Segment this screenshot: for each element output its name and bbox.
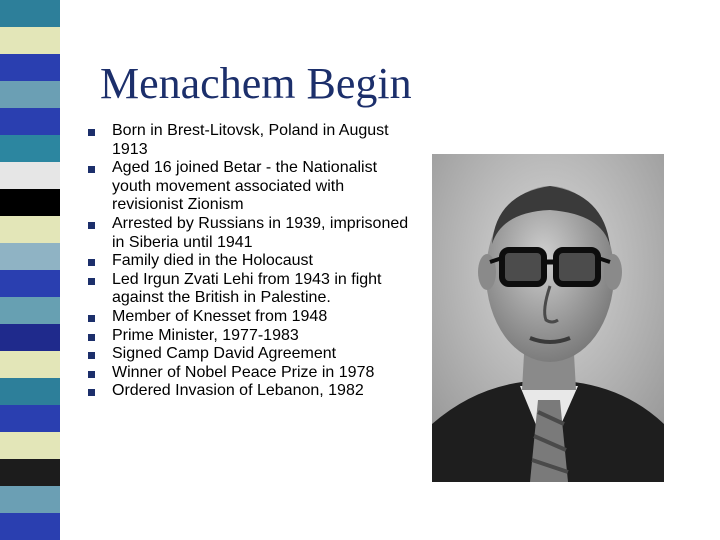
bullet-text: Family died in the Holocaust (112, 252, 313, 270)
portrait-photo (432, 154, 664, 482)
slide-title: Menachem Begin (100, 59, 412, 108)
stripe-segment (0, 243, 60, 270)
bullet-text: Prime Minister, 1977-1983 (112, 326, 299, 344)
bullet-text: Ordered Invasion of Lebanon, 1982 (112, 382, 364, 400)
stripe-segment (0, 297, 60, 324)
stripe-segment (0, 432, 60, 459)
stripe-segment (0, 513, 60, 540)
stripe-segment (0, 270, 60, 297)
bullet-text: Led Irgun Zvati Lehi from 1943 in fight against the British in Palestine. (112, 270, 382, 307)
bullet-item (86, 122, 416, 159)
stripe-segment (0, 54, 60, 81)
square-bullet-icon (88, 315, 95, 322)
bullet-item (86, 215, 416, 252)
bullet-text: Born in Brest-Litovsk, Poland in August 1913 (112, 122, 389, 158)
bullet-item (86, 159, 416, 215)
stripe-segment (0, 189, 60, 216)
stripe-segment (0, 135, 60, 162)
square-bullet-icon (88, 371, 95, 378)
bullet-text: Aged 16 joined Betar - the Nationalist youth movement associated with revisionist Zionism (112, 159, 378, 214)
square-bullet-icon (88, 352, 95, 359)
stripe-segment (0, 405, 60, 432)
portrait-illustration (432, 154, 664, 482)
stripe-segment (0, 0, 60, 27)
decorative-stripe-bar (0, 0, 60, 540)
bullet-item (86, 271, 416, 308)
square-bullet-icon (88, 259, 95, 266)
square-bullet-icon (88, 389, 95, 396)
bullet-item (86, 382, 416, 401)
stripe-segment (0, 162, 60, 189)
bullet-item (86, 345, 416, 364)
stripe-segment (0, 486, 60, 513)
square-bullet-icon (88, 222, 95, 229)
bullet-text: Winner of Nobel Peace Prize in 1978 (112, 363, 375, 381)
bullet-list (86, 122, 416, 401)
bullet-text: Signed Camp David Agreement (112, 345, 337, 363)
stripe-segment (0, 216, 60, 243)
square-bullet-icon (88, 129, 95, 136)
bullet-item (86, 252, 416, 271)
stripe-segment (0, 324, 60, 351)
bullet-text: Arrested by Russians in 1939, imprisoned in Siberia until 1941 (112, 214, 409, 251)
stripe-segment (0, 108, 60, 135)
square-bullet-icon (88, 278, 95, 285)
stripe-segment (0, 27, 60, 54)
stripe-segment (0, 81, 60, 108)
stripe-segment (0, 378, 60, 405)
square-bullet-icon (88, 334, 95, 341)
stripe-segment (0, 351, 60, 378)
bullet-text: Member of Knesset from 1948 (112, 307, 328, 325)
stripe-segment (0, 459, 60, 486)
bullet-item (86, 308, 416, 327)
square-bullet-icon (88, 166, 95, 173)
bullet-item (86, 364, 416, 383)
bullet-item (86, 327, 416, 346)
